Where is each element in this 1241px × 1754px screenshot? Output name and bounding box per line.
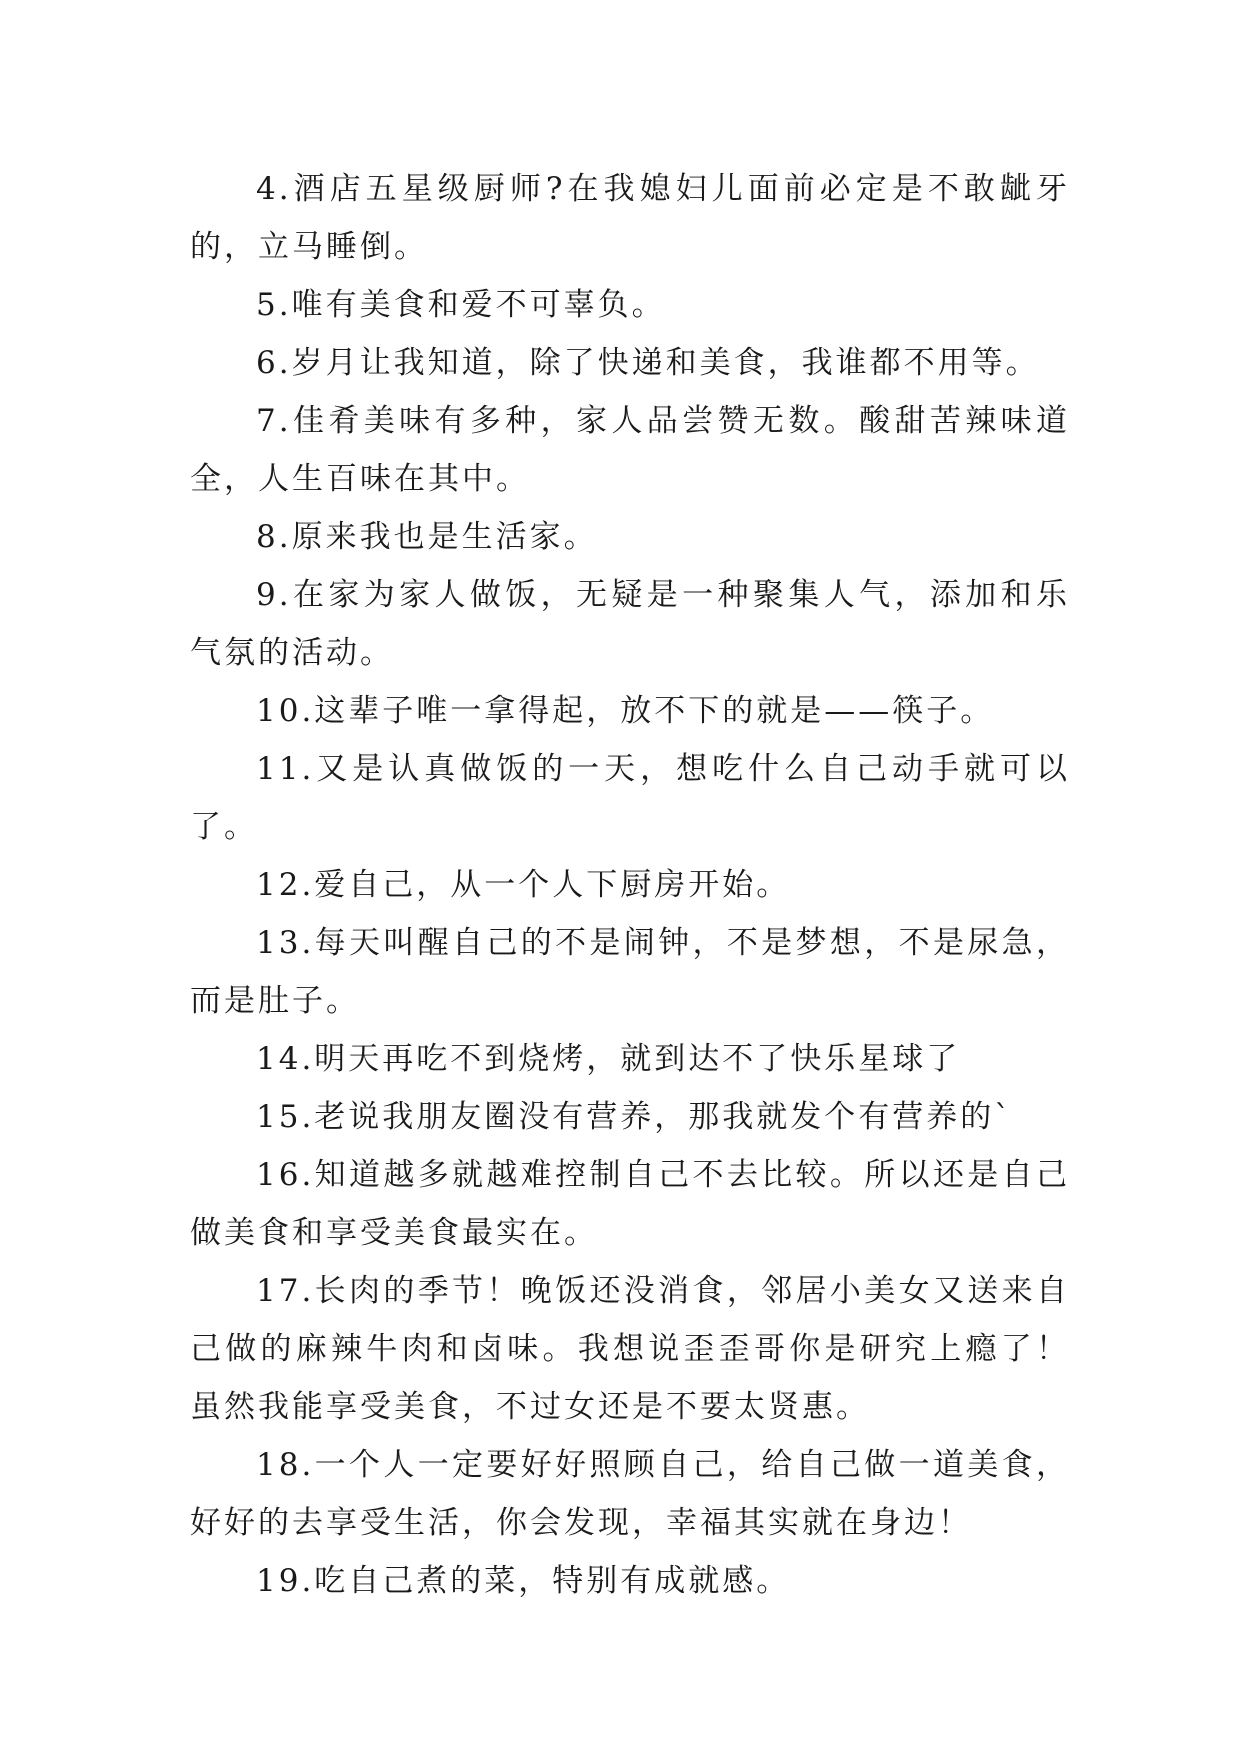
paragraph-10: 10.这辈子唯一拿得起，放不下的就是——筷子。 xyxy=(256,693,995,729)
paragraph-9: 9.在家为家人做饭，无疑是一种聚集人气，添加和乐气氛的活动。 xyxy=(190,577,1070,671)
paragraph-8: 8.原来我也是生活家。 xyxy=(256,519,598,555)
paragraph-13: 13.每天叫醒自己的不是闹钟，不是梦想，不是尿急，而是肚子。 xyxy=(190,925,1070,1019)
paragraph-5: 5.唯有美食和爱不可辜负。 xyxy=(256,287,666,323)
paragraph-18: 18.一个人一定要好好照顾自己，给自己做一道美食，好好的去享受生活，你会发现，幸福其实就在身边！ xyxy=(190,1447,1070,1541)
paragraph-6: 6.岁月让我知道，除了快递和美食，我谁都不用等。 xyxy=(256,345,1040,381)
paragraph-16: 16.知道越多就越难控制自己不去比较。所以还是自己做美食和享受美食最实在。 xyxy=(190,1157,1070,1251)
paragraph-19: 19.吃自己煮的菜，特别有成就感。 xyxy=(256,1563,791,1599)
paragraph-17: 17.长肉的季节！晚饭还没消食，邻居小美女又送来自己做的麻辣牛肉和卤味。我想说歪歪哥你是研究上瘾了！虽然我能享受美食，不过女还是不要太贤惠。 xyxy=(190,1273,1070,1425)
paragraph-15: 15.老说我朋友圈没有营养，那我就发个有营养的` xyxy=(256,1099,1013,1135)
document-body xyxy=(190,160,1070,1610)
paragraph-12: 12.爱自己，从一个人下厨房开始。 xyxy=(256,867,791,903)
paragraph-7: 7.佳肴美味有多种，家人品尝赞无数。酸甜苦辣味道全，人生百味在其中。 xyxy=(190,403,1070,497)
paragraph-4: 4.酒店五星级厨师?在我媳妇儿面前必定是不敢龇牙的，立马睡倒。 xyxy=(190,171,1070,265)
paragraph-14: 14.明天再吃不到烧烤，就到达不了快乐星球了 xyxy=(256,1041,961,1077)
paragraph-11: 11.又是认真做饭的一天，想吃什么自己动手就可以了。 xyxy=(190,751,1070,845)
